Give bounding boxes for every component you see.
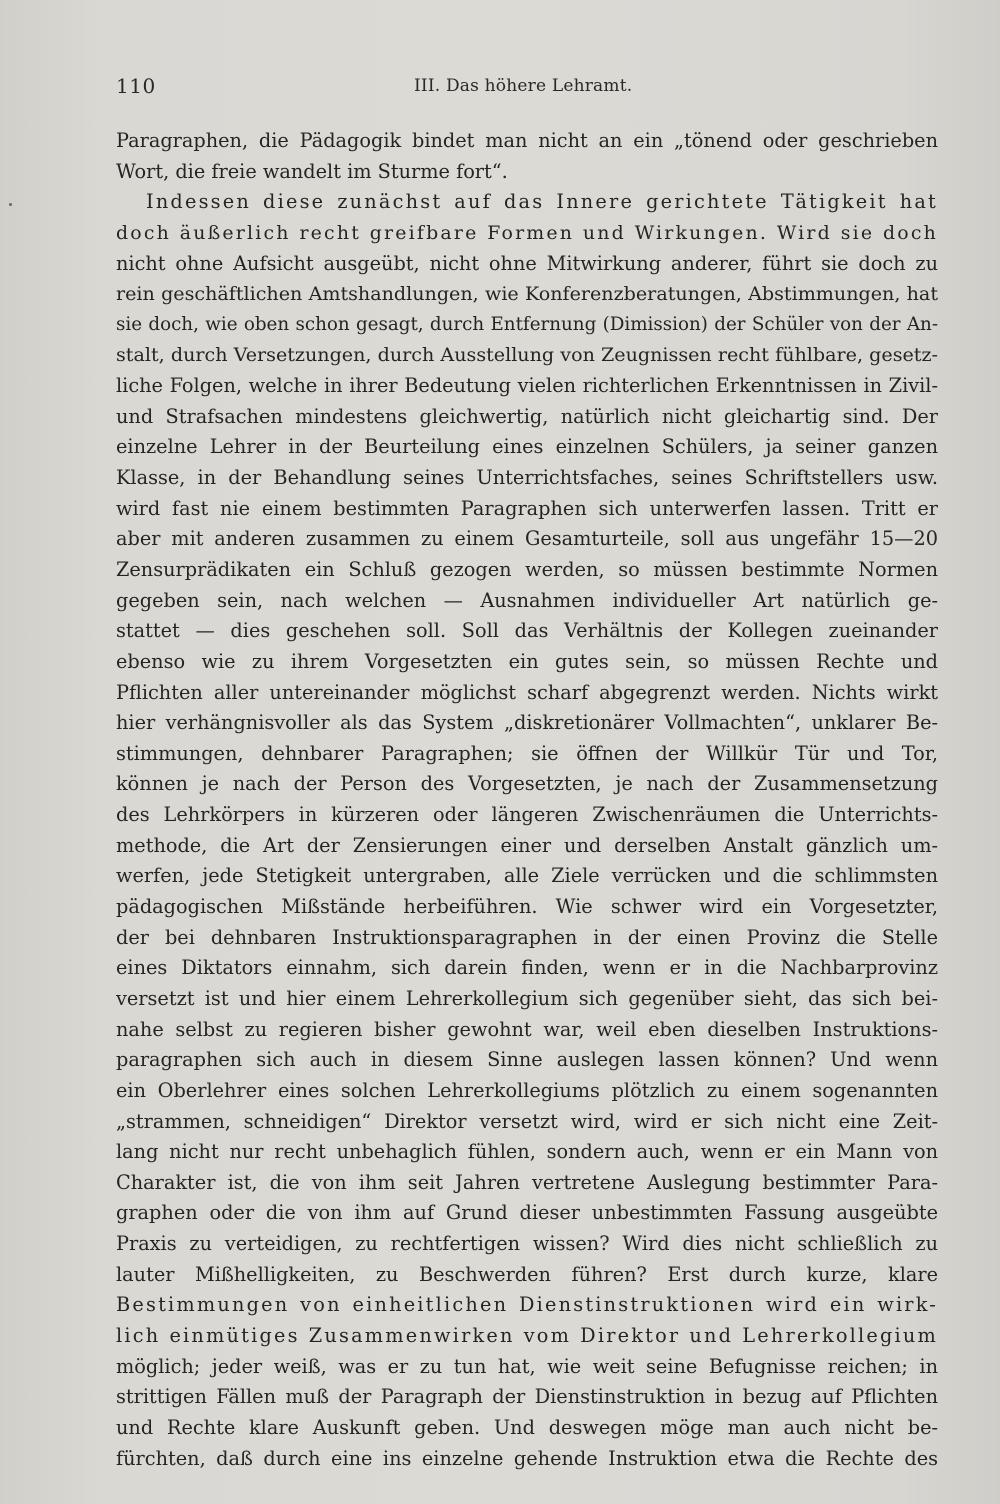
text-line: Paragraphen, die Pädagogik bindet man nicht an ein „tönend oder geschrieben: [116, 129, 938, 152]
text-line: wird fast nie einem bestimmten Paragraphen sich unterwerfen lassen. Tritt er: [116, 496, 938, 520]
text-line: der bei dehnbaren Instruktionsparagraphen in der einen Provinz die Stelle: [116, 925, 938, 949]
text-line: stattet — dies geschehen soll. Soll das Verhältnis der Kollegen zueinander: [116, 619, 938, 643]
text-line: „strammen, schneidigen“ Direktor versetzt wird, wird er sich nicht eine Zeit-: [116, 1109, 938, 1133]
text-line: möglich; jeder weiß, was er zu tun hat, wie weit seine Befugnisse reichen; in: [116, 1354, 938, 1378]
text-line: lich einmütiges Zusammenwirken vom Direktor und Lehrerkollegium: [116, 1323, 938, 1347]
text-line: können je nach der Person des Vorgesetzten, je nach der Zusammensetzung: [116, 772, 938, 796]
text-line: doch äußerlich recht greifbare Formen und Wirkungen. Wird sie doch: [116, 221, 938, 244]
text-line: des Lehrkörpers in kürzeren oder längeren Zwischenräumen die Unterrichts-: [116, 803, 938, 827]
text-line: lang nicht nur recht unbehaglich fühlen, sondern auch, wenn er ein Mann von: [116, 1140, 938, 1164]
text-line: lauter Mißhelligkeiten, zu Beschwerden führen? Erst durch kurze, klare: [116, 1262, 938, 1286]
text-line: Praxis zu verteidigen, zu rechtfertigen wissen? Wird dies nicht schließlich zu: [116, 1232, 938, 1256]
text-line: ein Oberlehrer eines solchen Lehrerkollegiums plötzlich zu einem sogenannten: [116, 1078, 938, 1102]
text-line: Pflichten aller untereinander möglichst scharf abgegrenzt werden. Nichts wirkt: [116, 680, 938, 704]
text-line: stimmungen, dehnbarer Paragraphen; sie öffnen der Willkür Tür und Tor,: [116, 741, 938, 765]
margin-speck: [9, 203, 12, 206]
running-head: [116, 74, 936, 104]
text-line: strittigen Fällen muß der Paragraph der Dienstinstruktion in bezug auf Pflichten: [116, 1385, 938, 1409]
text-line: liche Folgen, welche in ihrer Bedeutung vielen richterlichen Erkenntnissen in Zivil-: [116, 374, 938, 398]
text-line: Klasse, in der Behandlung seines Unterrichtsfaches, seines Schriftstellers usw.: [116, 466, 938, 490]
text-line: rein geschäftlichen Amtshandlungen, wie Konferenzberatungen, Abstimmungen, hat: [116, 282, 938, 306]
text-line: sie doch, wie oben schon gesagt, durch Entfernung (Dimission) der Schüler von der An-: [116, 313, 938, 335]
text-line: Wort, die freie wandelt im Sturme fort“.: [116, 159, 508, 183]
text-line: pädagogischen Mißstände herbeiführen. Wie schwer wird ein Vorgesetzter,: [116, 895, 938, 919]
text-line: und Strafsachen mindestens gleichwertig, natürlich nicht gleichartig sind. Der: [116, 404, 938, 428]
body-text: [116, 126, 938, 1474]
text-line: und Rechte klare Auskunft geben. Und deswegen möge man auch nicht be-: [116, 1415, 938, 1439]
text-line: nahe selbst zu regieren bisher gewohnt war, weil eben dieselben Instruktions-: [116, 1017, 938, 1041]
text-line: aber mit anderen zusammen zu einem Gesamturteile, soll aus ungefähr 15—20: [116, 527, 938, 551]
chapter-title: III. Das höhere Lehramt.: [414, 76, 633, 96]
text-line: nicht ohne Aufsicht ausgeübt, nicht ohne Mitwirkung anderer, führt sie doch zu: [116, 251, 938, 275]
page-number: 110: [116, 74, 156, 98]
text-line: hier verhängnisvoller als das System „diskretionärer Vollmachten“, unklarer Be-: [116, 711, 938, 735]
text-line: fürchten, daß durch eine ins einzelne gehende Instruktion etwa die Rechte des: [116, 1446, 938, 1470]
text-line: methode, die Art der Zensierungen einer und derselben Anstalt gänzlich um-: [116, 833, 938, 857]
text-line: einzelne Lehrer in der Beurteilung eines einzelnen Schülers, ja seiner ganzen: [116, 435, 938, 459]
text-line: stalt, durch Versetzungen, durch Ausstellung von Zeugnissen recht fühlbare, gesetz-: [116, 343, 938, 367]
text-line: ebenso wie zu ihrem Vorgesetzten ein gutes sein, so müssen Rechte und: [116, 649, 938, 673]
text-line: Bestimmungen von einheitlichen Dienstinstruktionen wird ein wirk-: [116, 1293, 938, 1317]
text-line: Zensurprädikaten ein Schluß gezogen werden, so müssen bestimmte Normen: [116, 557, 938, 581]
text-line: gegeben sein, nach welchen — Ausnahmen individueller Art natürlich ge-: [116, 588, 938, 612]
text-line: graphen oder die von ihm auf Grund dieser unbestimmten Fassung ausgeübte: [116, 1201, 938, 1225]
text-line: werfen, jede Stetigkeit untergraben, alle Ziele verrücken und die schlimmsten: [116, 864, 938, 888]
text-line: Indessen diese zunächst auf das Innere gerichtete Tätigkeit hat: [146, 190, 938, 214]
text-line: paragraphen sich auch in diesem Sinne auslegen lassen können? Und wenn: [116, 1048, 938, 1072]
text-line: Charakter ist, die von ihm seit Jahren vertretene Auslegung bestimmter Para-: [116, 1170, 938, 1194]
text-line: eines Diktators einnahm, sich darein finden, wenn er in die Nachbarprovinz: [116, 956, 938, 980]
text-line: versetzt ist und hier einem Lehrerkollegium sich gegenüber sieht, das sich bei-: [116, 986, 938, 1010]
